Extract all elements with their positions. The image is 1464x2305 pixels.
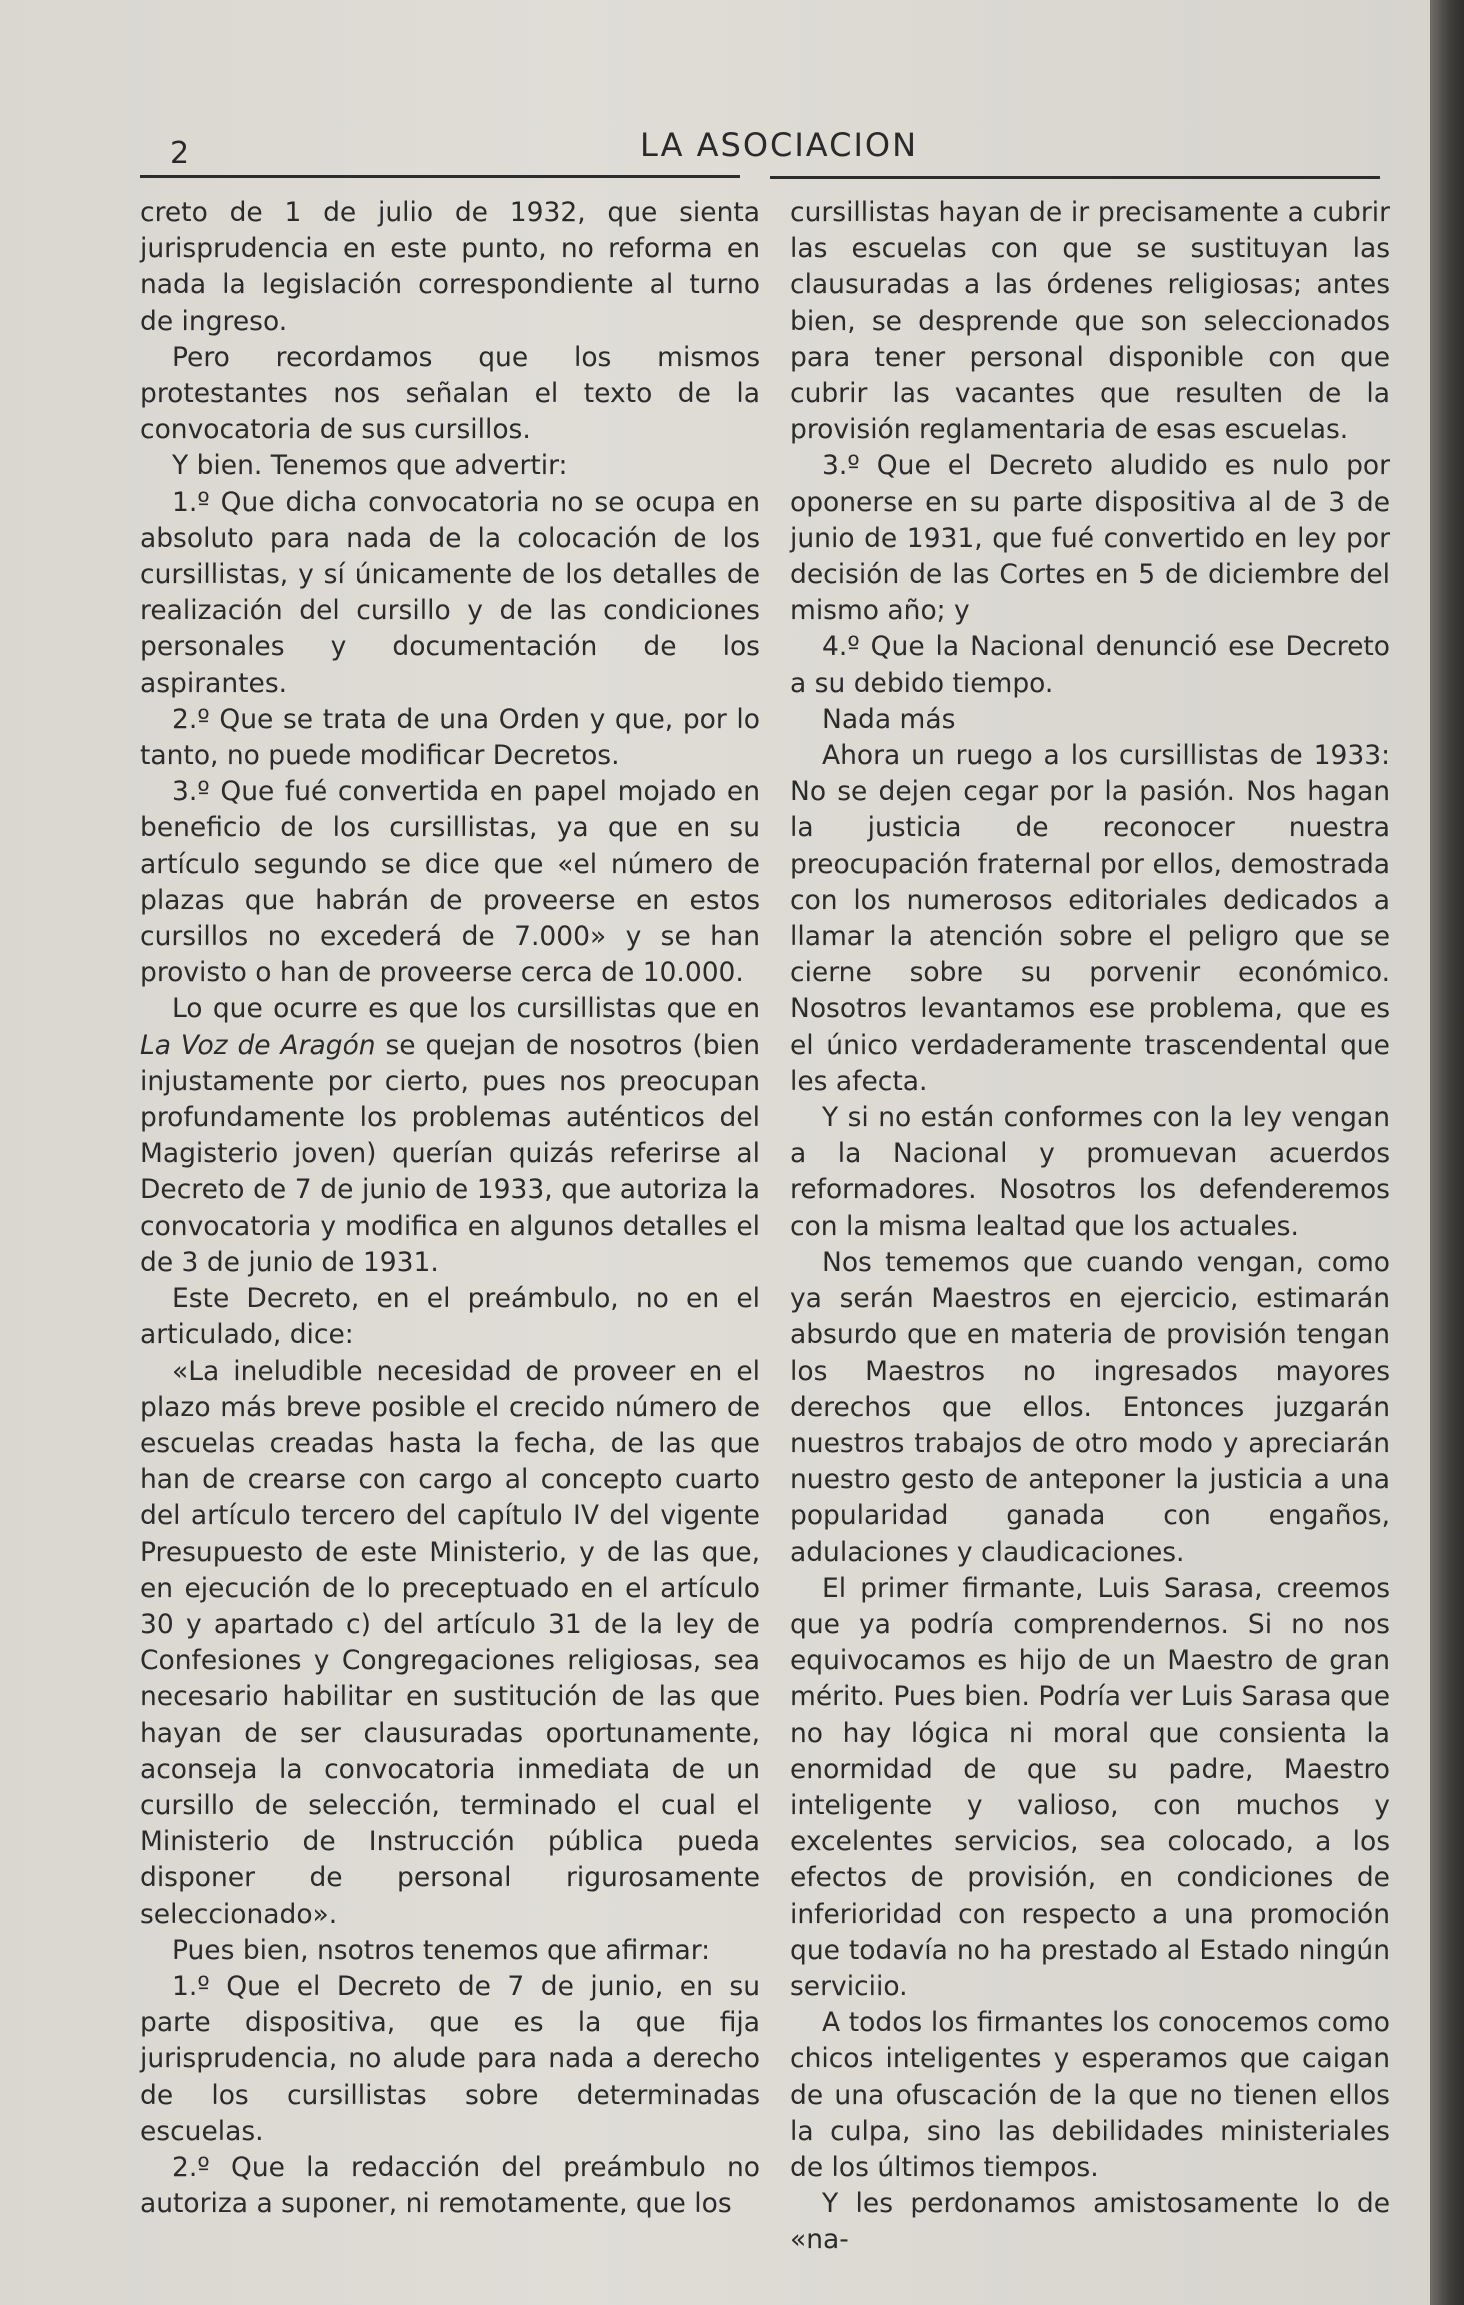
paragraph: 2.º Que la redacción del preámbulo no autoriza a suponer, ni remotamente, que los [140,2151,760,2220]
paragraph: Pues bien, nsotros tenemos que afirmar: [172,1934,711,1966]
header-rule-left [140,175,740,178]
header-rule-right [770,176,1380,179]
paragraph [140,991,760,1281]
journal-title: LA ASOCIACION [640,126,919,164]
text-run: Lo que ocurre es que los cursillistas que en [172,993,760,1025]
right-column [790,195,1390,2259]
newspaper-name: La Voz de Aragón [140,1029,376,1061]
paragraph: Nos tememos que cuando vengan, como ya serán Maestros en ejercicio, estimarán absurdo que en materia de provisión tengan los Maestros no ingresados mayores derechos que ellos. Entonces juzgarán nuestros trabajos de otro modo y apreciarán nuestro gesto de anteponer la justicia a una popularidad ganada con engaños, adulaciones y claudicaciones. [790,1246,1390,1568]
paragraph: Y si no están conformes con la ley vengan a la Nacional y promuevan acuerdos reformadores. Nosotros los defenderemos con la misma lealtad que los actuales. [790,1102,1390,1242]
scan-edge [1430,0,1464,2305]
paragraph: El primer firmante, Luis Sarasa, creemos que ya podría comprendernos. Si no nos equivocamos es hijo de un Maestro de gran mérito. Pues bien. Podría ver Luis Sarasa que no hay lógica ni moral que consienta la enormidad de que su padre, Maestro inteligente y valioso, con muchos y excelentes servicios, sea colocado, a los efectos de provisión, en condiciones de inferioridad con respecto a una promoción que todavía no ha prestado al Estado ningún serviciio. [790,1572,1390,2002]
paragraph: 3.º Que fué convertida en papel mojado en beneficio de los cursillistas, ya que en su artículo segundo se dice que «el número de plazas que habrán de proveerse en estos cursillos no excederá de 7.000» y se han provisto o han de proveerse cerca de 10.000. [140,776,760,989]
paragraph: 2.º Que se trata de una Orden y que, por lo tanto, no puede modificar Decretos. [140,703,760,772]
quoted-paragraph: «La ineludible necesidad de proveer en el plazo más breve posible el crecido número de escuelas creadas hasta la fecha, de las que han de crearse con cargo al concepto cuarto del artículo tercero del capítulo IV del vigente Presupuesto de este Ministerio, y de las que, en ejecución de lo preceptuado en el artículo 30 y apartado c) del artículo 31 de la ley de Confesiones y Congregaciones religiosas, sea necesario habilitar en sustitución de las que hayan de ser clausuradas oportunamente, aconseja la convocatoria inmediata de un cursillo de selección, terminado el cual el Ministerio de Instrucción pública pueda disponer de personal rigurosamente seleccionado». [140,1355,760,1930]
paragraph: creto de 1 de julio de 1932, que sienta jurisprudencia en este punto, no reforma en nada la legislación correspondiente al turno de ingreso. [140,197,760,337]
paragraph: 1.º Que el Decreto de 7 de junio, en su parte dispositiva, que es la que fija jurisprudencia, no alude para nada a derecho de los cursillistas sobre determinadas escuelas. [140,1970,760,2147]
paragraph: Y les perdonamos amistosamente lo de «na- [790,2188,1390,2256]
paragraph: 3.º Que el Decreto aludido es nulo por oponerse en su parte dispositiva al de 3 de junio de 1931, que fué convertido en ley por decisión de las Cortes en 5 de diciembre del mismo año; y [790,450,1390,627]
text-run: se quejan de nosotros (bien injustamente por cierto, pues nos preocupan profundamente los problemas auténticos del Magisterio joven) querían quizás referirse al Decreto de 7 de junio de 1933, que autoriza la convocatoria y modifica en algunos detalles el de 3 de junio de 1931. [140,1029,760,1278]
paragraph: 4.º Que la Nacional denunció ese Decreto a su debido tiempo. [790,631,1390,699]
paragraph: Ahora un ruego a los cursillistas de 1933: No se dejen cegar por la pasión. Nos hagan la justicia de reconocer nuestra preocupación fraternal por ellos, demostrada con los numerosos editoriales dedicados a llamar la atención sobre el peligro que se cierne sobre su porvenir económico. Nosotros levantamos ese problema, que es el único verdaderamente trascendental que les afecta. [790,740,1390,1097]
left-column [140,195,760,2222]
paragraph: Pero recordamos que los mismos protestantes nos señalan el texto de la convocatoria de sus cursillos. [140,341,760,446]
paragraph: 1.º Que dicha convocatoria no se ocupa en absoluto para nada de la colocación de los cursillistas, y sí únicamente de los detalles de realización del cursillo y de las condiciones personales y documentación de los aspirantes. [140,486,760,699]
page-number: 2 [170,136,190,171]
paragraph: Este Decreto, en el preámbulo, no en el articulado, dice: [140,1283,760,1351]
paragraph: Y bien. Tenemos que advertir: [172,450,568,482]
page-header [140,118,1380,178]
paragraph: A todos los firmantes los conocemos como chicos inteligentes y esperamos que caigan de una ofuscación de la que no tienen ellos la culpa, sino las debilidades ministeriales de los últimos tiempos. [790,2007,1390,2183]
paragraph: Nada más [822,703,956,735]
paragraph: cursillistas hayan de ir precisamente a cubrir las escuelas con que se sustituyan las clausuradas a las órdenes religiosas; antes bien, se desprende que son seleccionados para tener personal disponible con que cubrir las vacantes que resulten de la provisión reglamentaria de esas escuelas. [790,197,1390,446]
